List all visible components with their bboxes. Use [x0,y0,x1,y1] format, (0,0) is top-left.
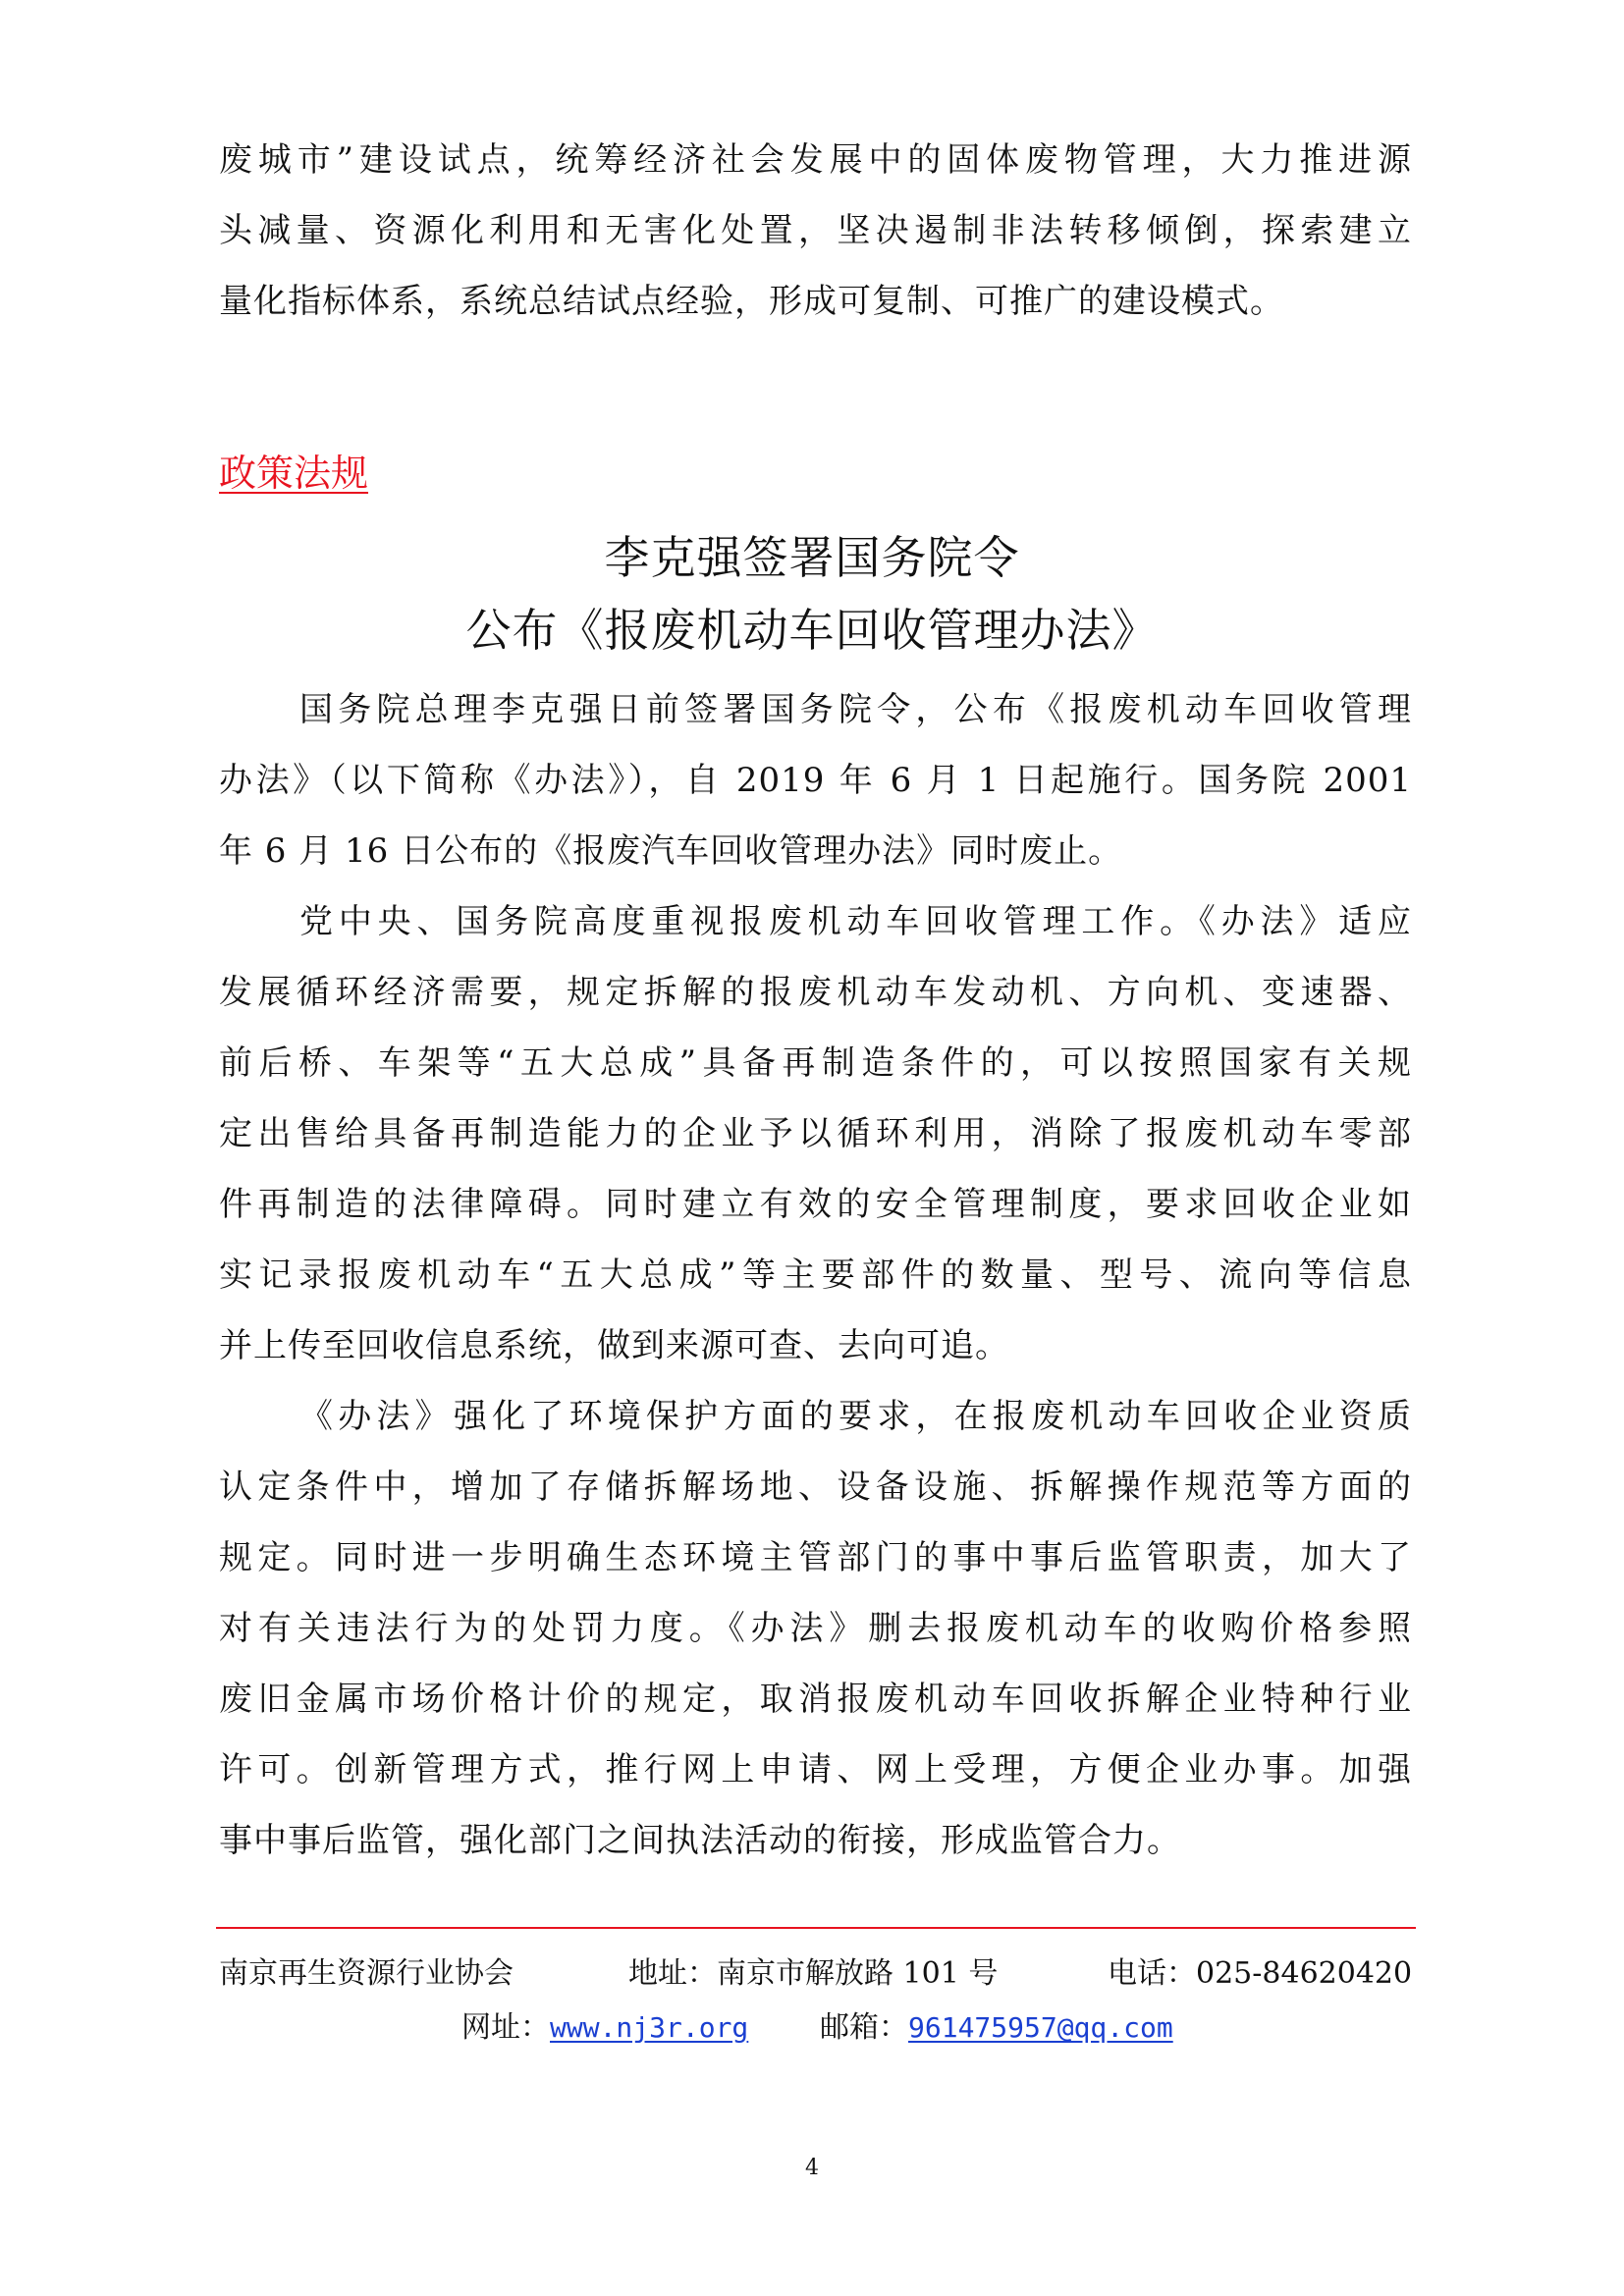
paragraph-line: 事中事后监管，强化部门之间执法活动的衔接，形成监管合力。 [219,1821,1181,1860]
paragraph-line: 发展循环经济需要，规定拆解的报废机动车发动机、方向机、变速器、 [219,973,1412,1012]
footer-website-label: 网址： [461,2010,550,2045]
footer-phone [1108,1956,1412,1992]
paragraph-line: 办法》（以下简称《办法》），自 2019 年 6 月 1 日起施行。国务院 2001 [219,761,1412,800]
footer-divider [216,1927,1416,1929]
paragraph-line: 定出售给具备再制造能力的企业予以循环利用，消除了报废机动车零部 [219,1114,1412,1153]
footer-email [820,2010,1173,2046]
intro-line: 头减量、资源化利用和无害化处置，坚决遏制非法转移倾倒，探索建立 [219,211,1412,250]
intro-line: 废城市”建设试点，统筹经济社会发展中的固体废物管理，大力推进源 [219,140,1412,180]
article-title-line2: 公布《报废机动车回收管理办法》 [465,604,1159,657]
footer-website [461,2010,748,2046]
paragraph-line: 对有关违法行为的处罚力度。《办法》删去报废机动车的收购价格参照 [219,1609,1412,1648]
paragraph-line: 实记录报废机动车“五大总成”等主要部件的数量、型号、流向等信息 [219,1255,1412,1295]
footer-organization: 南京再生资源行业协会 [219,1956,514,1991]
intro-line: 量化指标体系，系统总结试点经验，形成可复制、可推广的建设模式。 [219,282,1284,321]
paragraph-line: 认定条件中，增加了存储拆解场地、设备设施、拆解操作规范等方面的 [219,1468,1412,1507]
footer-phone-value: 025-84620420 [1196,1956,1413,1991]
footer-address [628,1956,998,1992]
email-link[interactable]: 961475957@qq.com [908,2011,1173,2044]
paragraph-line: 件再制造的法律障碍。同时建立有效的安全管理制度，要求回收企业如 [219,1185,1412,1224]
footer-phone-label: 电话： [1108,1956,1196,1991]
section-heading: 政策法规 [219,452,369,495]
paragraph-line: 党中央、国务院高度重视报废机动车回收管理工作。《办法》适应 [299,902,1412,941]
website-link[interactable]: www.nj3r.org [550,2011,749,2044]
paragraph-line: 许可。创新管理方式，推行网上申请、网上受理，方便企业办事。加强 [219,1750,1412,1789]
paragraph-line: 《办法》强化了环境保护方面的要求，在报废机动车回收企业资质 [299,1397,1412,1436]
paragraph-line: 废旧金属市场价格计价的规定，取消报废机动车回收拆解企业特种行业 [219,1680,1412,1719]
paragraph-line: 并上传至回收信息系统，做到来源可查、去向可追。 [219,1326,1009,1365]
footer-address-label: 地址： [628,1956,717,1991]
paragraph-line: 前后桥、车架等“五大总成”具备再制造条件的，可以按照国家有关规 [219,1043,1412,1083]
page-number: 4 [805,2156,819,2180]
article-title-line1: 李克强签署国务院令 [604,531,1020,584]
paragraph-line: 年 6 月 16 日公布的《报废汽车回收管理办法》同时废止。 [219,831,1123,871]
paragraph-line: 规定。同时进一步明确生态环境主管部门的事中事后监管职责，加大了 [219,1538,1412,1577]
paragraph-line: 国务院总理李克强日前签署国务院令，公布《报废机动车回收管理 [299,690,1412,729]
footer-email-label: 邮箱： [820,2010,908,2045]
footer-address-value: 南京市解放路 101 号 [717,1956,999,1991]
